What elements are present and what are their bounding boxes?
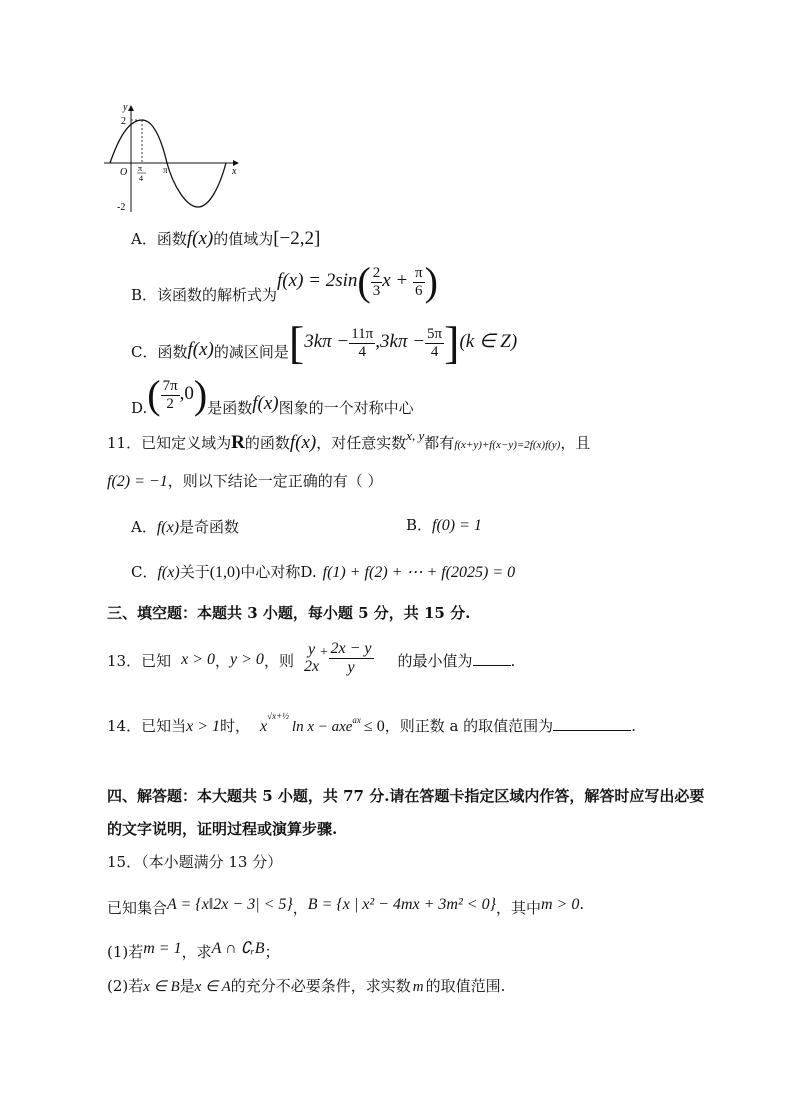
x-pi-label: π [163, 165, 168, 175]
math-R: R [231, 432, 245, 453]
q10-option-d: D.( $\frac{7\pi}{2}$ ,0)是函数f(x)图象的一个对称中心 [131, 372, 414, 417]
math-base: x [260, 718, 268, 735]
x-tick-num: π [138, 164, 143, 173]
sine-graph [100, 100, 245, 215]
math-lhs: f(x) = 2sin [277, 270, 358, 291]
math-zero: ,0 [179, 383, 194, 404]
math-expr: ln x − axe [291, 719, 353, 735]
math-m1: m = 1 [143, 940, 182, 957]
origin-label: O [120, 167, 128, 178]
option-label: C．函数 [131, 343, 188, 361]
math-exponent-2: ax [352, 715, 361, 725]
math-part: 3kπ − [304, 331, 350, 352]
frac-2x-y-over-y: $\frac{2x - y}{y}$ [330, 640, 372, 676]
math-fx: f(x) [252, 393, 279, 414]
q11-option-c: C．f(x)关于(1,0)中心对称D. f(1) + f(2) + ⋯ + f(2025) = 0 [131, 563, 516, 581]
option-text: 图象的一个对称中心 [278, 399, 414, 417]
option-label: C． [131, 563, 158, 581]
math-cond: x > 1 [186, 718, 221, 735]
frac-pi-6: $\frac{\pi}{6}$ [415, 265, 423, 299]
q15-header: 15．（本小题满分 13 分） [107, 853, 283, 871]
option-label: B． [406, 516, 433, 534]
math-m: m [412, 979, 424, 995]
question-number: 13． [107, 652, 142, 671]
y-max-label: 2 [121, 116, 126, 127]
section-4-line2: 的文字说明，证明过程或演算步骤. [107, 820, 338, 838]
math-f0: f(0) = 1 [432, 517, 482, 534]
section-3-title: 三、填空题：本题共 3 小题，每小题 5 分，共 15 分. [107, 604, 471, 622]
math-point: (1,0) [209, 564, 241, 581]
q11-stem: 11．已知定义域为R的函数f(x)，对任意实数x, y都有f(x+y)+f(x−y)=2f(x)f(y)，且 [107, 428, 591, 453]
frac-5pi-4: $\frac{5\pi}{4}$ [427, 326, 443, 360]
math-fx: f(x) [289, 432, 317, 453]
math-le: ≤ 0 [363, 718, 385, 735]
q10-option-c: C．函数f(x)的减区间是[3kπ − $\frac{11\pi}{4}$ ,3kπ − $\frac{5\pi}{4}$ ](k ∈ Z) [131, 317, 518, 368]
answer-blank[interactable] [473, 651, 511, 666]
option-text: 是函数 [207, 399, 253, 417]
option-label: B．该函数的解析式为 [131, 286, 278, 304]
option-text: 是奇函数 [179, 518, 240, 536]
math-range: [−2,2] [273, 228, 321, 249]
math-equation: f(x+y)+f(x−y)=2f(x)f(y) [454, 439, 561, 451]
q13: 13．已知 x > 0，y > 0，则 y 2x + $\frac{2x - y}{y}$ 的最小值为 . [107, 640, 516, 676]
q15-part1: (1)若m = 1，求A ∩ ∁ᵣB； [107, 940, 280, 961]
math-fx: f(x) [156, 519, 180, 536]
y-axis-label: y [123, 102, 128, 113]
question-number: 11． [107, 434, 142, 452]
q15-part2: (2)若x ∈ B是x ∈ A的充分不必要条件，求实数 m 的取值范围. [107, 977, 506, 995]
math-set: (k ∈ Z) [459, 331, 518, 352]
q10-option-a [131, 228, 320, 250]
option-text: 的减区间是 [213, 343, 289, 361]
answer-blank[interactable] [553, 716, 631, 731]
math-expr: A ∩ ∁ᵣB [211, 940, 265, 957]
x-tick-den: 4 [139, 174, 143, 183]
frac-7pi-2: $\frac{7\pi}{2}$ [162, 378, 178, 412]
option-text: 的值域为 [213, 230, 274, 248]
option-label: D. [131, 399, 148, 417]
math-exponent: √x+½ [267, 711, 289, 721]
math-fx: f(x) [186, 228, 214, 249]
option-label-d: D. [300, 563, 317, 581]
math-cond2: y > 0 [230, 651, 264, 669]
math-part: ,3kπ − [375, 331, 426, 352]
option-label: A．函数 [131, 230, 187, 248]
math-fx: f(x) [187, 339, 214, 360]
math-mid: x + [382, 270, 413, 291]
q11-option-a [131, 516, 239, 537]
math-xy: x, y [406, 428, 425, 443]
x-axis-label: x [232, 166, 237, 177]
y-min-label: -2 [117, 202, 126, 213]
math-sum: f(1) + f(2) + ⋯ + f(2025) = 0 [322, 564, 516, 581]
math-condition: f(2) = −1 [107, 473, 168, 490]
frac-y-2x: y 2x [303, 640, 320, 676]
math-set-B: B = {x | x² − 4mx + 3m² < 0} [307, 896, 496, 913]
question-number: 14． [107, 717, 142, 735]
math-xB: x ∈ B [143, 979, 180, 995]
frac-2-3: $\frac{2}{3}$ [372, 265, 381, 299]
q10-option-b: B．该函数的解析式为f(x) = 2sin( $\frac{2}{3}$ x + $\frac{\pi}{6}$ ) [131, 259, 438, 304]
math-cond: m > 0 [540, 896, 580, 913]
math-set-A: A = {x‖2x − 3| < 5} [167, 896, 293, 913]
math-cond1: x > 0 [181, 651, 216, 669]
q11-option-b [406, 514, 482, 535]
q14: 14．已知当x > 1时， $x^{√x+\frac{1}{2}}\ln$ x − axe$^{ax}$ ≤ 0，则正数 a 的取值范围为 . [107, 711, 636, 735]
option-label: A． [131, 518, 157, 536]
section-4-line1: 四、解答题：本大题共 5 小题，共 77 分.请在答题卡指定区域内作答，解答时应写出必要 [107, 787, 705, 805]
q15-stem: 已知集合A = {x‖2x − 3| < 5}，B = {x | x² − 4mx + 3m² < 0}，其中m > 0. [107, 895, 585, 917]
math-fx: f(x) [157, 564, 180, 581]
q11-stem-line2: f(2) = −1，则以下结论一定正确的有（ ） [107, 472, 383, 490]
math-xA: x ∈ A [194, 979, 231, 995]
frac-11pi-4: $\frac{11\pi}{4}$ [351, 326, 374, 360]
